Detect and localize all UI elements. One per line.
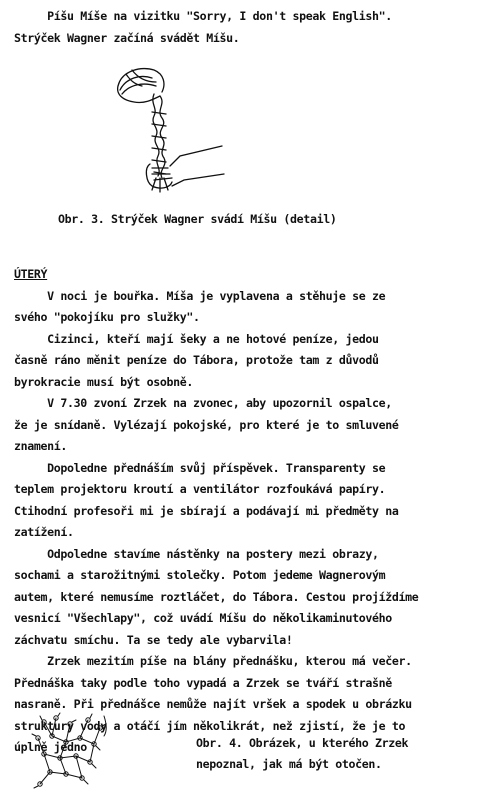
body-line: svého "pokojíku pro služky".: [14, 310, 200, 324]
figure-3-caption: Obr. 3. Strýček Wagner svádí Míšu (detail): [58, 212, 337, 226]
figure-4-caption-line-1: Obr. 4. Obrázek, u kterého Zrzek: [196, 736, 409, 750]
body-line: Zrzek mezitím píše na blány přednášku, kterou má večer.: [14, 654, 412, 668]
figure-4-caption-line-2: nepoznal, jak má být otočen.: [196, 757, 382, 771]
body-line: teplem projektoru kroutí a ventilátor rozfoukává papíry.: [14, 482, 386, 496]
braid-and-hand-illustration: [112, 64, 232, 209]
intro-line-2: Strýček Wagner začíná svádět Míšu.: [14, 31, 240, 45]
body-line: Ctihodní profesoři mi je sbírají a podávají mi předměty na: [14, 504, 399, 518]
body-line: byrokracie musí být osobně.: [14, 375, 194, 389]
body-line: Dopoledne přednáším svůj příspěvek. Transparenty se: [14, 461, 386, 475]
intro-line-1: Píšu Míše na vizitku "Sorry, I don't speak English".: [14, 9, 392, 23]
body-line: sochami a starožitnými stolečky. Potom jedeme Wagnerovým: [14, 568, 386, 582]
body-line: Odpoledne stavíme nástěnky na postery mezi obrazy,: [14, 547, 379, 561]
body-line: znamení.: [14, 439, 68, 453]
body-line: V 7.30 zvoní Zrzek na zvonec, aby upozornil ospalce,: [14, 396, 392, 410]
body-line: záchvatu smíchu. Ta se tedy ale vybarvila!: [14, 633, 293, 647]
water-structure-sketch: [30, 712, 112, 790]
body-line: časně ráno měnit peníze do Tábora, protože tam z důvodů: [14, 353, 379, 367]
body-line: vesnicí "Všechlapy", což uvádí Míšu do několikaminutového: [14, 611, 392, 625]
body-line: zatížení.: [14, 525, 74, 539]
body-line: Cizinci, kteří mají šeky a ne hotové peníze, jedou: [14, 332, 379, 346]
body-line: autem, které nemusíme roztláčet, do Tábora. Cestou projíždíme: [14, 590, 419, 604]
body-line: Přednáška taky podle toho vypadá a Zrzek se tváří strašně: [14, 676, 392, 690]
body-line: úplně jedno: [14, 740, 87, 754]
body-line: že je snídaně. Vylézají pokojské, pro které je to smluvené: [14, 418, 399, 432]
section-heading-utery: ÚTERÝ: [14, 267, 48, 281]
body-line: nasraně. Při přednášce nemůže najít vršek a spodek u obrázku: [14, 697, 412, 711]
body-line: V noci je bouřka. Míša je vyplavena a stěhuje se ze: [14, 289, 386, 303]
body-line: struktury vody a otáčí jím několikrát, než zjistí, že je to: [14, 719, 406, 733]
